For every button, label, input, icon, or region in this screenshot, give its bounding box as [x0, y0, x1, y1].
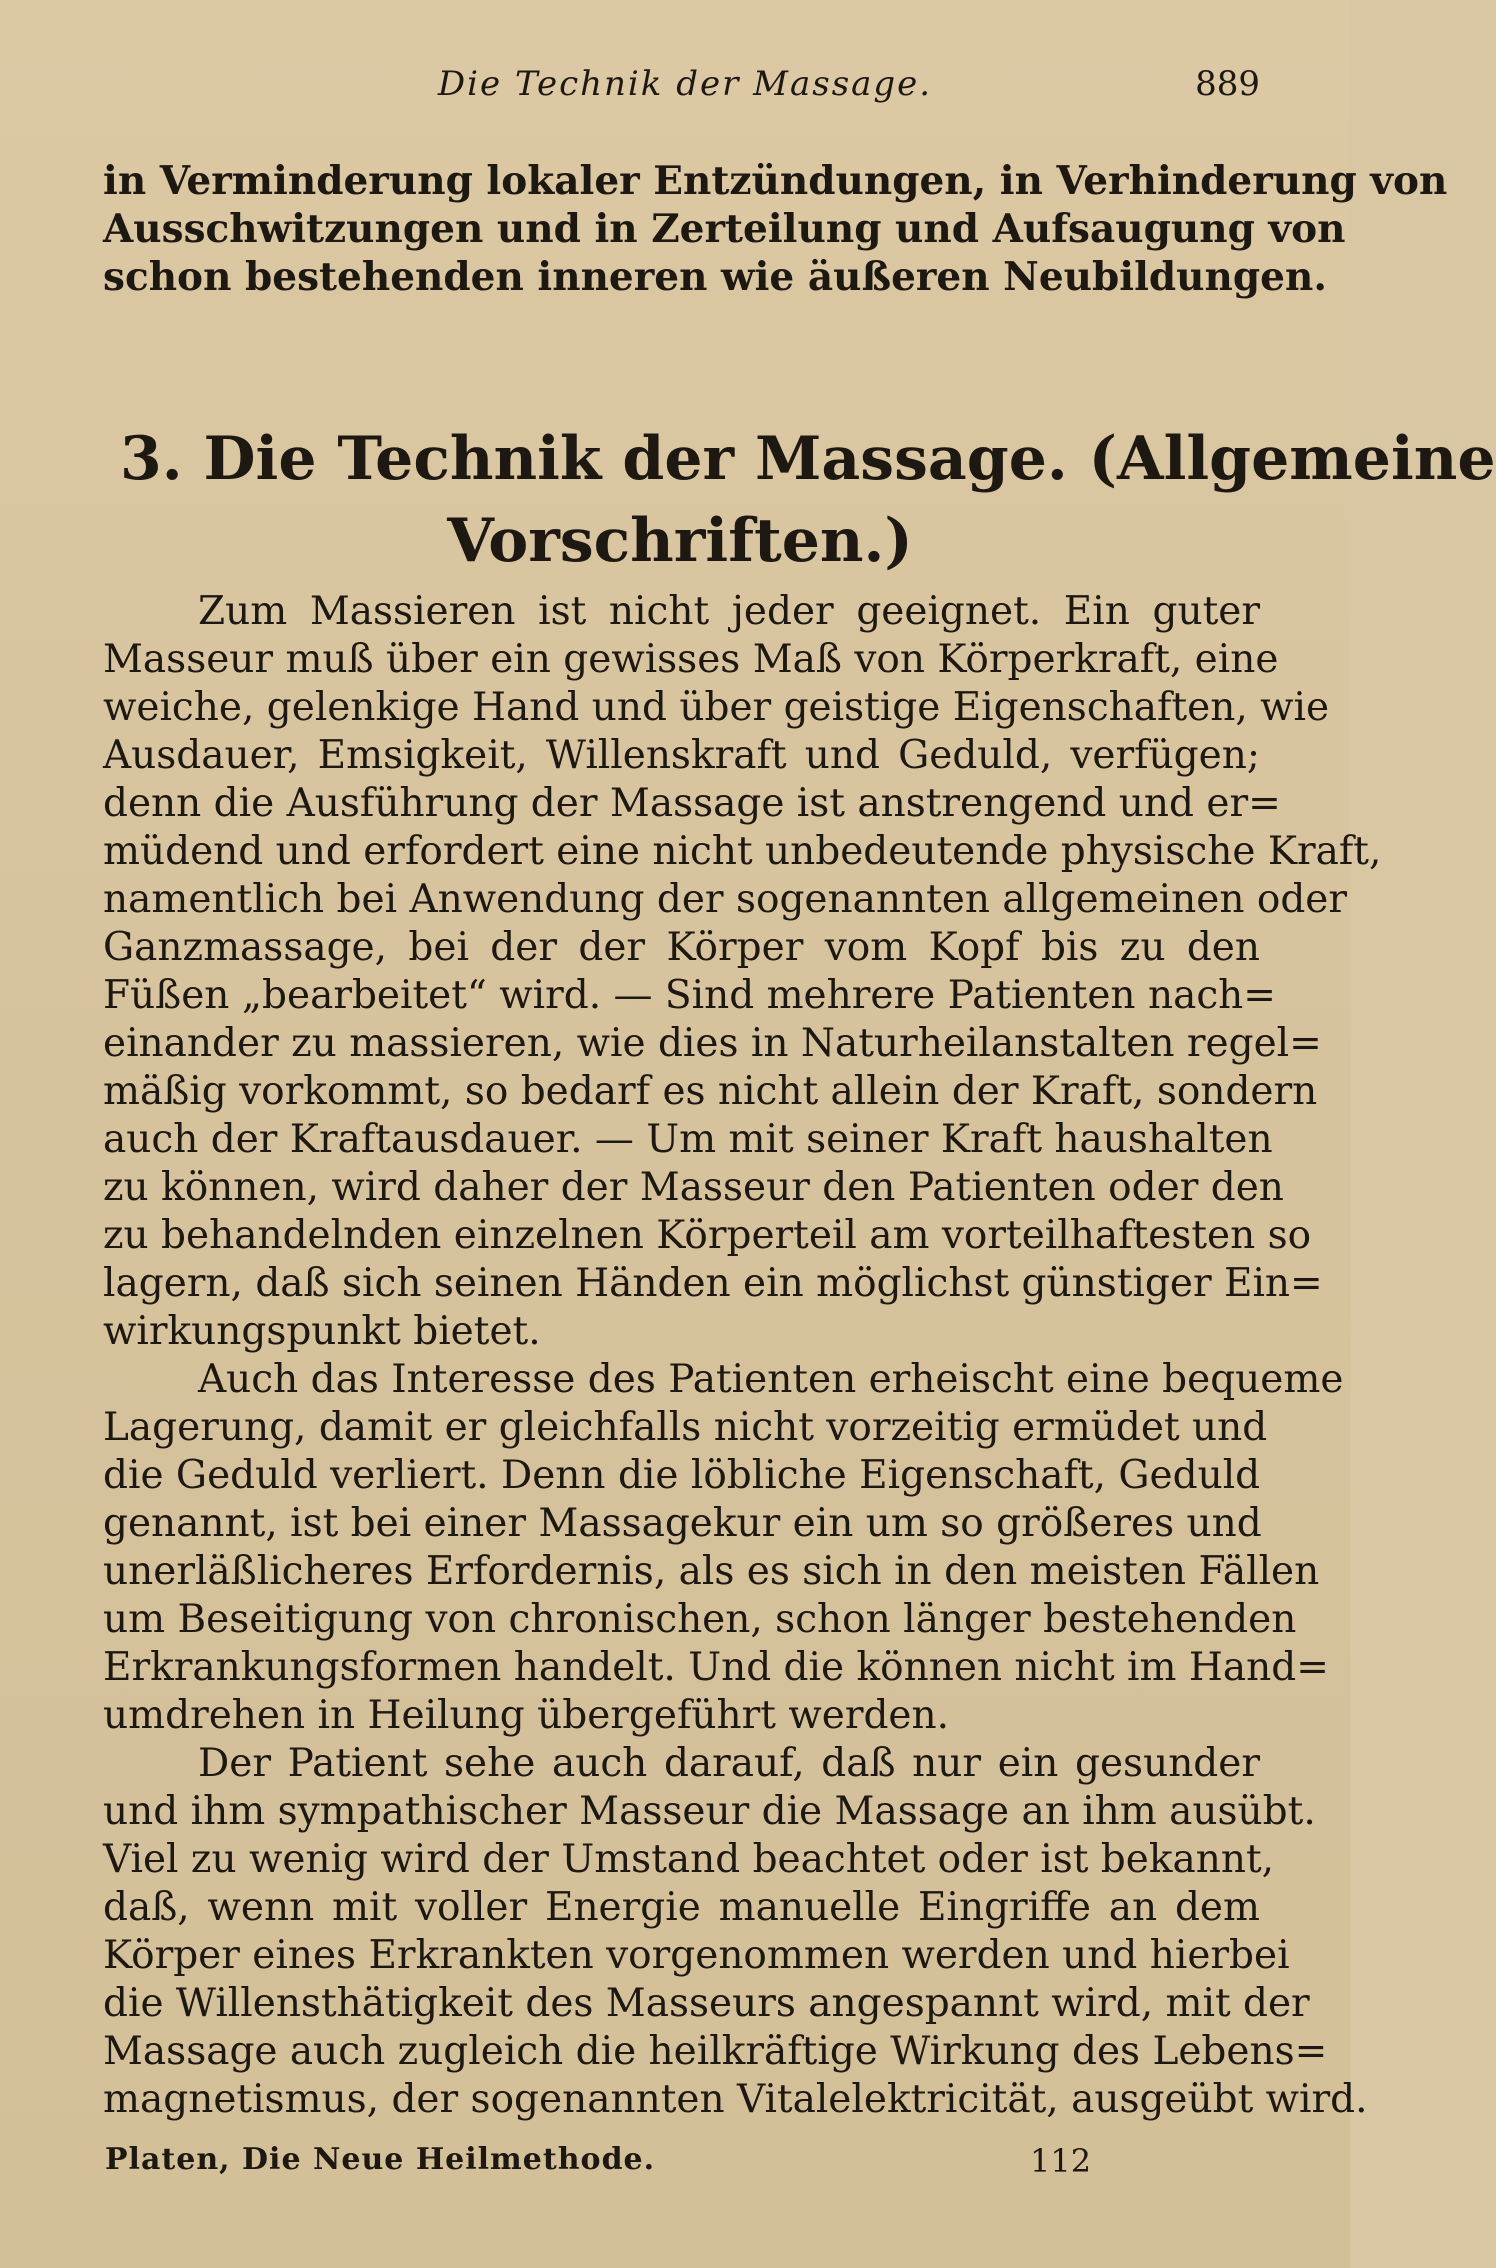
- text-line: wirkungspunkt bietet.: [103, 1309, 541, 1354]
- text-line: genannt, ist bei einer Massagekur ein um so größeres und: [103, 1501, 1262, 1546]
- body-text: [103, 588, 1382, 2124]
- page-number: 889: [1195, 64, 1260, 104]
- running-title: Die Technik der Massage.: [437, 64, 933, 104]
- intro-paragraph: [103, 157, 1448, 301]
- text-line: denn die Ausführung der Massage ist anstrengend und er=: [103, 781, 1281, 826]
- section-heading-line: 3. Die Technik der Massage. (Allgemeine: [120, 424, 1496, 494]
- text-line: zu können, wird daher der Masseur den Patienten oder den: [103, 1165, 1284, 1210]
- text-line: um Beseitigung von chronischen, schon länger bestehenden: [103, 1597, 1297, 1642]
- text-line: magnetismus, der sogenannten Vitalelektricität, ausgeübt wird.: [103, 2077, 1368, 2122]
- text-line: die Willensthätigkeit des Masseurs angespannt wird, mit der: [103, 1981, 1310, 2026]
- text-line: einander zu massieren, wie dies in Naturheilanstalten regel=: [103, 1021, 1322, 1066]
- signature-mark: 112: [1030, 2142, 1092, 2180]
- text-line: unerläßlicheres Erfordernis, als es sich in den meisten Fällen: [103, 1549, 1320, 1594]
- text-line: daß, wenn mit voller Energie manuelle Eingriffe an dem: [103, 1885, 1260, 1930]
- text-line: und ihm sympathischer Masseur die Massage an ihm ausübt.: [103, 1789, 1316, 1834]
- running-head: [100, 64, 1270, 124]
- page-footer: [105, 2142, 1105, 2192]
- text-line: Der Patient sehe auch darauf, daß nur ein gesunder: [198, 1741, 1260, 1786]
- text-line: Auch das Interesse des Patienten erheischt eine bequeme: [198, 1357, 1344, 1402]
- text-line: Masseur muß über ein gewisses Maß von Körperkraft, eine: [103, 637, 1279, 682]
- text-line: Viel zu wenig wird der Umstand beachtet oder ist bekannt,: [103, 1837, 1275, 1882]
- footer-author: Platen, Die Neue Heilmethode.: [105, 2142, 656, 2177]
- section-heading-line: Vorschriften.): [447, 506, 913, 576]
- text-line: Massage auch zugleich die heilkräftige Wirkung des Lebens=: [103, 2029, 1328, 2074]
- text-line: lagern, daß sich seinen Händen ein möglichst günstiger Ein=: [103, 1261, 1323, 1306]
- text-line: Ganzmassage, bei der der Körper vom Kopf bis zu den: [103, 925, 1260, 970]
- text-line: weiche, gelenkige Hand und über geistige Eigenschaften, wie: [103, 685, 1330, 730]
- text-line: müdend und erfordert eine nicht unbedeutende physische Kraft,: [103, 829, 1382, 874]
- text-line: zu behandelnden einzelnen Körperteil am vorteilhaftesten so: [103, 1213, 1312, 1258]
- text-line: Ausdauer, Emsigkeit, Willenskraft und Geduld, verfügen;: [103, 733, 1260, 778]
- text-line: in Verminderung lokaler Entzündungen, in Verhinderung von: [103, 158, 1448, 204]
- text-line: Lagerung, damit er gleichfalls nicht vorzeitig ermüdet und: [103, 1405, 1268, 1450]
- text-line: umdrehen in Heilung übergeführt werden.: [103, 1693, 950, 1738]
- text-line: auch der Kraftausdauer. — Um mit seiner Kraft haushalten: [103, 1117, 1273, 1162]
- text-line: Zum Massieren ist nicht jeder geeignet. Ein guter: [198, 589, 1260, 634]
- text-line: mäßig vorkommt, so bedarf es nicht allein der Kraft, sondern: [103, 1069, 1318, 1114]
- text-line: namentlich bei Anwendung der sogenannten allgemeinen oder: [103, 877, 1348, 922]
- text-line: Ausschwitzungen und in Zerteilung und Aufsaugung von: [103, 206, 1346, 252]
- section-heading: [120, 418, 1496, 582]
- text-line: Erkrankungsformen handelt. Und die können nicht im Hand=: [103, 1645, 1329, 1690]
- text-line: schon bestehenden inneren wie äußeren Neubildungen.: [103, 254, 1327, 300]
- text-line: Füßen „bearbeitet“ wird. — Sind mehrere Patienten nach=: [103, 973, 1276, 1018]
- text-line: Körper eines Erkrankten vorgenommen werden und hierbei: [103, 1933, 1290, 1978]
- text-line: die Geduld verliert. Denn die löbliche Eigenschaft, Geduld: [103, 1453, 1261, 1498]
